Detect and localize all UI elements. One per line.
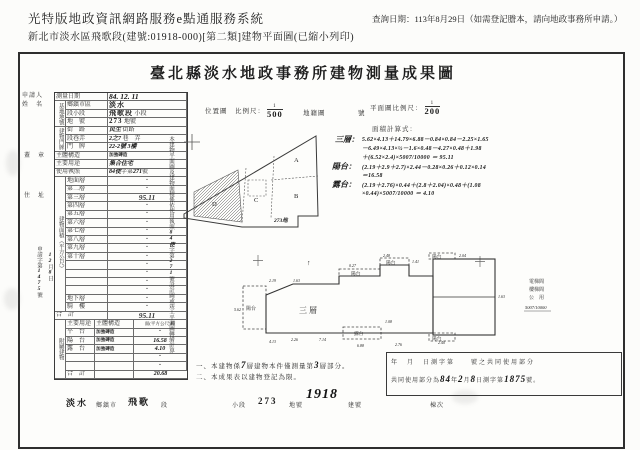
cu-text: 號。 <box>526 378 541 384</box>
map-divider <box>242 168 246 224</box>
floor-row-value: ・ <box>108 211 187 219</box>
annex-use <box>66 362 95 369</box>
fraction-denominator: 500 <box>267 109 283 119</box>
license-no-handwritten: 271 <box>133 169 143 176</box>
seal-label: 蓋 章 <box>24 153 46 159</box>
calc-group-name: 三層： <box>335 135 359 144</box>
crosshair-mark <box>253 255 263 266</box>
shaft-note-line: 樓梯間 <box>529 288 545 293</box>
site-row-label: 段小段 <box>66 110 108 118</box>
floor-row-label <box>66 261 108 269</box>
remark-line-1 <box>196 360 350 370</box>
dimension-label: 2.76 <box>395 342 402 347</box>
location-map <box>180 128 330 238</box>
site-group-label: 基地地號 <box>55 101 66 126</box>
crosshair-mark <box>184 134 200 150</box>
remark-floors-handwritten: 7 <box>241 360 247 370</box>
annex-total-spacer <box>95 371 134 378</box>
dimension-label: 2.48 <box>383 253 390 258</box>
floor-row-label: 第九層 <box>66 244 108 252</box>
location-scale-fraction <box>267 104 283 119</box>
cu-doc-no-handwritten: 1875 <box>504 374 527 384</box>
map-parcel-note-handwritten: 273地 <box>274 218 288 224</box>
floor-row-label: 第二層 <box>66 186 108 194</box>
annex-header-area: 面(平方公尺)積 <box>144 320 176 326</box>
usage-value: 集合住宅 <box>108 160 187 168</box>
calc-line: (2.19＋2.9＋2.7)×2.44－0.28×0.26＋0.12×0.14 <box>362 165 487 171</box>
annex-total-row <box>66 371 187 379</box>
balcony-label: 陽台 <box>432 337 442 342</box>
note-text: 號設計圖或竣工平面圖轉繪計算 <box>168 276 174 353</box>
cu-text: 月 <box>463 378 471 384</box>
floor-row-value: ・ <box>108 286 187 294</box>
map-region-c-label: C <box>254 197 259 204</box>
plan-scale-fraction <box>425 101 441 116</box>
floor-row-value: ・ <box>108 261 187 269</box>
map-divider <box>271 156 274 218</box>
annex-structure-stamp: 加強磚造 <box>96 337 115 343</box>
cu-text: 共同使用部分為 <box>391 378 441 384</box>
crosshair-mark <box>475 256 485 267</box>
cadastral-map-label: 地籍圖 <box>303 110 326 117</box>
footer-town-label: 鄉鎮市 <box>96 403 118 409</box>
floor-row-value: ・ <box>108 228 187 236</box>
north-arrow: ↑ <box>307 259 311 267</box>
floor-row-label: 騎 樓 <box>66 303 108 311</box>
note-license-year-handwritten: 84使 <box>168 229 174 247</box>
survey-date-value: 84. 12. 11 <box>108 93 187 101</box>
location-scale-label: 位置圖 比例尺： <box>205 107 265 115</box>
door-lane-handwritten: 2之7 <box>109 135 122 142</box>
license-prefix-handwritten: 84使 <box>109 169 122 176</box>
footer-section-value: 飛歌 <box>128 397 151 407</box>
survey-date-label: 測量日期 <box>55 93 108 101</box>
annex-total-value: 20.68 <box>153 371 168 378</box>
note-text: 字第 <box>168 247 174 258</box>
door-row-label: 段巷弄 <box>66 135 108 143</box>
remark-text: 一、本建物係 <box>196 363 241 370</box>
area-calc-label: 面積計算式： <box>372 126 417 133</box>
annex-row <box>66 362 187 370</box>
floor-row-label: 地面層 <box>66 177 108 185</box>
balcony-label: 陽台 <box>351 272 361 277</box>
dimension-label: 5.62 <box>234 307 241 312</box>
annex-use: 陽 台 <box>66 337 95 344</box>
annex-structure <box>95 354 134 361</box>
door-row-value <box>108 127 187 135</box>
floor-row-value: ・ <box>108 244 187 252</box>
dimension-label: 1.41 <box>412 259 419 264</box>
site-row-label: 鄉鎮市區 <box>66 101 108 109</box>
floor-label: 三層 <box>299 306 319 315</box>
floor-row-value: ・ <box>108 253 187 261</box>
note-license-no-handwritten: 271 <box>168 258 174 276</box>
door-street-suffix: 街路 <box>122 127 135 134</box>
floor-row-value: ・ <box>108 303 187 311</box>
cu-text: 年 <box>451 378 459 384</box>
floor-row-value: ・ <box>108 270 187 278</box>
floor-row-label <box>66 286 108 294</box>
map-region-d-label: D <box>212 201 217 208</box>
footer-subsection-label: 小段 <box>232 403 247 409</box>
map-region-a-label: A <box>294 157 299 164</box>
floor-row-label: 第五層 <box>66 211 108 219</box>
structure-stamp: 加強磚造 <box>109 152 128 158</box>
structure-label: 主體構造 <box>55 152 108 160</box>
location-scale-line <box>205 104 285 119</box>
floor-row-label: 地下層 <box>66 295 108 303</box>
annex-structure-stamp: 加強磚造 <box>96 345 115 351</box>
calc-line: (2.19＋2.76)×0.44＋(2.8＋2.04)×0.48＋(1.08 <box>362 183 481 189</box>
common-use-template-line: 年 月 日測字第 號之共同使用部分 <box>391 360 536 366</box>
shaft-fraction: 5007/10000 <box>525 305 547 310</box>
footer-parcel-label: 地號 <box>289 403 304 409</box>
annex-structure-stamp: 加強磚造 <box>96 328 115 334</box>
remark-text: 層部分。 <box>319 363 350 370</box>
calc-line: 5.62×4.13＋14.79×6.88－0.84×0.84－2.25×1.65 <box>362 137 489 143</box>
floor-row-value: ・ <box>108 219 187 227</box>
fraction-numerator: 1 <box>267 104 283 110</box>
floor-row-value: ・ <box>108 177 187 185</box>
annex-structure <box>95 345 134 352</box>
annex-use: 露 台 <box>66 345 95 352</box>
floor-row-value: ・ <box>108 278 187 286</box>
calc-line: －6.49×4.13×½－1.6×0.48－4.27×0.48＋1.98 <box>362 146 482 152</box>
map-region-b-label: B <box>294 193 299 200</box>
door-group-label: 建物門牌 <box>55 127 66 152</box>
annex-total-label: 合 計 <box>66 371 95 378</box>
floor-row-label: 第三層 <box>66 194 108 202</box>
annex-area: ・ <box>156 362 163 369</box>
floor-row-label: 第七層 <box>66 228 108 236</box>
address-label: 住 址 <box>24 193 46 199</box>
dimension-label: 2.19 <box>269 278 276 283</box>
site-row-value <box>108 118 187 126</box>
pencil-smudge <box>6 150 20 176</box>
dimension-label: 6.88 <box>357 343 364 348</box>
footer-town-value: 淡水 <box>66 398 89 408</box>
door-street-handwritten: 民生 <box>109 127 122 134</box>
footer-parcel-value: 273 <box>258 396 278 406</box>
floor-row-value: ・ <box>108 202 187 210</box>
query-date: 查詢日期：113年8月29日（如需登記謄本，請向地政事務所申請。） <box>372 14 623 24</box>
map-divider <box>271 176 318 180</box>
floor-row-label: 第四層 <box>66 202 108 210</box>
dimension-label: 2.40 <box>438 340 445 345</box>
annex-area: ・ <box>156 354 163 361</box>
terrace-label: 露台 <box>354 332 364 337</box>
floor-total-label: 合 計 <box>55 312 108 320</box>
site-parcel-value: 273 <box>109 118 123 126</box>
annex-structure <box>95 362 134 369</box>
dimension-label: 7.14 <box>319 337 326 342</box>
apply-month-handwritten: 12 <box>47 252 53 264</box>
site-town-value: 淡水 <box>109 101 125 109</box>
floor-outline <box>266 265 433 333</box>
cadastral-map-number-suffix: 號 <box>358 110 366 117</box>
annex-group-label: 附屬建物 <box>55 320 66 379</box>
day-label: 日 <box>47 275 53 281</box>
dimension-label: 1.08 <box>385 319 392 324</box>
balcony-label: 陽台 <box>386 261 396 266</box>
document-subtitle: 新北市淡水區飛歌段(建號:01918-000)[第二類]建物平面圖(已縮小列印) <box>28 32 355 43</box>
footer-building-no-handwritten: 1918 <box>306 387 338 402</box>
floor-row-label <box>66 270 108 278</box>
footer-unit-label: 棟次 <box>430 403 445 409</box>
floor-plan <box>233 253 563 353</box>
cu-month-handwritten: 2 <box>458 374 464 384</box>
remark-surveyed-floor-handwritten: 3 <box>314 360 320 370</box>
annex-area: ・ <box>156 329 163 336</box>
door-row-label: 門 牌 <box>66 143 108 151</box>
floor-row-label: 第六層 <box>66 219 108 227</box>
annex-header-use: 主要用途 <box>66 320 95 327</box>
license-label: 使用執照 <box>55 169 108 177</box>
annex-area: 16.58 <box>153 337 167 344</box>
dimension-label: 2.04 <box>459 253 466 258</box>
annex-structure <box>95 337 134 344</box>
dimension-label: 1.63 <box>293 278 300 283</box>
annex-area: 4.10 <box>154 346 166 353</box>
page-title: 臺北縣淡水地政事務所建物測量成果圖 <box>150 66 457 82</box>
footer-building-no-label: 建號 <box>348 403 363 409</box>
calc-group-name: 陽台： <box>332 162 356 171</box>
annex-use <box>66 354 95 361</box>
floor-total-value: 95.11 <box>108 312 187 320</box>
apply-number-suffix: 號 <box>36 292 42 298</box>
remark-line-2: 二、本成果表以建物登記為限。 <box>196 374 301 381</box>
floor-area-group-label: 建物面積（平方公尺） <box>55 177 66 312</box>
apply-number-handwritten: 1475 <box>36 268 42 292</box>
dimension-label: 2.26 <box>291 337 298 342</box>
floor-row-label: 第十層 <box>66 253 108 261</box>
fraction-denominator: 200 <box>424 106 441 116</box>
month-label: 月 <box>47 264 53 270</box>
common-use-filled-line <box>391 374 540 384</box>
dimension-label: 0.27 <box>349 263 356 268</box>
site-row-value <box>108 110 187 118</box>
annex-row <box>66 354 187 362</box>
site-section-value: 飛歌段 <box>109 109 133 118</box>
note-text: 本建物平面圖及建物面積係依使用執照 <box>168 136 174 230</box>
annex-use: 平 台 <box>66 329 95 336</box>
floor-row-label: 第八層 <box>66 236 108 244</box>
dimension-label: 1.63 <box>498 294 505 299</box>
applicant-label-line2: 姓 名 <box>22 102 44 108</box>
site-row-label: 地 號 <box>66 118 108 126</box>
application-number-strip <box>34 246 44 346</box>
balcony-label: 陽台 <box>246 307 257 312</box>
fraction-numerator: 1 <box>425 101 441 107</box>
applicant-name-label <box>22 90 43 108</box>
door-number-handwritten: 22-2號 <box>109 144 126 151</box>
floor-row-value: ・ <box>108 186 187 194</box>
footer-section-label: 段 <box>161 403 169 409</box>
site-parcel-suffix: 地號 <box>124 118 137 125</box>
system-title: 光特版地政資訊網路服務e點通服務系統 <box>28 12 265 26</box>
dimension-label: 4.13 <box>269 339 276 344</box>
shaft-note-line: 電梯間 <box>529 280 545 285</box>
apply-day-handwritten: 8 <box>47 269 53 276</box>
apply-label: 申請字第 <box>36 246 42 268</box>
door-row-label: 街 路 <box>66 127 108 135</box>
usage-label: 主要用途 <box>55 160 108 168</box>
license-mid: 字第 <box>121 169 134 176</box>
tracing-source-note <box>166 136 176 354</box>
calc-line: ＋(6.52×2.4)×5007/10000 ＝ 95.11 <box>362 155 454 161</box>
remark-text: 層建物本件僅測量第 <box>246 363 314 370</box>
cu-text: 日測字第 <box>476 378 505 384</box>
door-lane-suffix: 巷 弄 <box>122 135 141 142</box>
map-region-d-hatched <box>194 170 242 222</box>
plan-scale-label: 平面圖比例尺： <box>370 104 423 112</box>
annex-structure <box>95 329 134 336</box>
shaft-note-line: 公 用 <box>529 296 545 301</box>
applicant-label-line1: 申請人 <box>22 93 44 99</box>
floor-row-value: ・ <box>108 295 187 303</box>
map-inner-dashed-box <box>248 180 266 196</box>
cu-year-handwritten: 84 <box>440 374 452 384</box>
site-row-value <box>108 101 187 109</box>
calc-line: ×0.44)×5007/10000 ＝ 4.10 <box>362 191 435 197</box>
plan-scale-line <box>370 101 442 116</box>
floor3-area-value: 95.11 <box>108 194 187 202</box>
door-floor-handwritten: 3樓 <box>127 144 137 151</box>
floor-row-value: ・ <box>108 236 187 244</box>
annex-header-structure: 主體構造 <box>95 320 134 327</box>
license-suffix: 號 <box>142 169 149 176</box>
calc-line: ＝16.58 <box>362 173 383 179</box>
site-section-suffix: 小段 <box>134 110 147 117</box>
floor-row-label <box>66 278 108 286</box>
cu-day-handwritten: 8 <box>470 374 477 384</box>
calc-group-name: 露台： <box>332 180 356 189</box>
balcony-label: 陽台 <box>432 255 442 260</box>
pencil-smudge <box>4 288 20 310</box>
common-use-box <box>386 352 622 396</box>
